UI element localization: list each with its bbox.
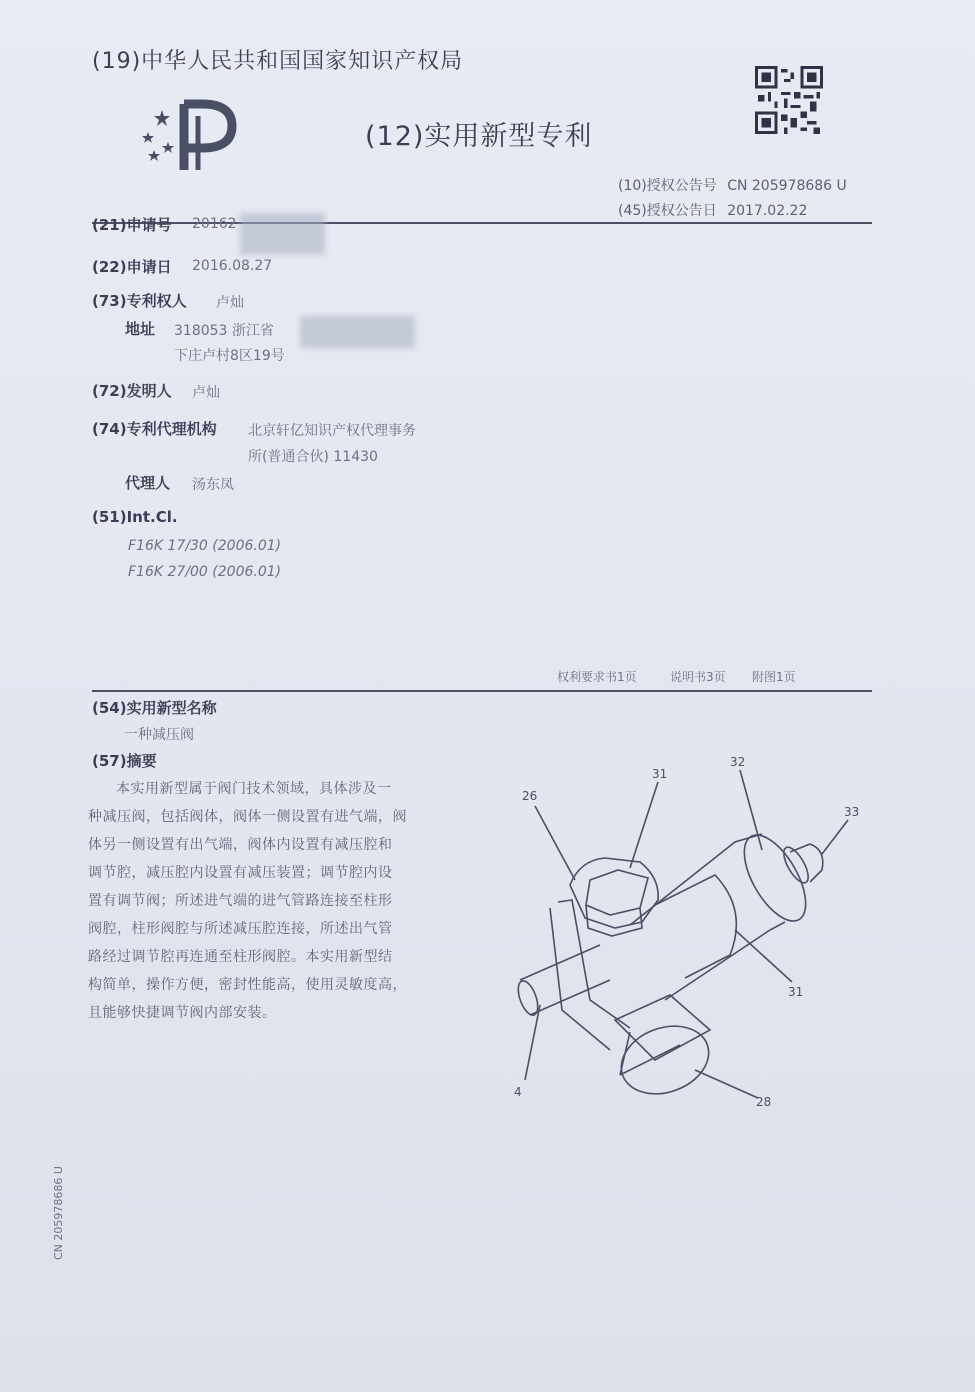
application-number-label: (21)申请号	[92, 216, 172, 234]
claims-pages: 权利要求书1页	[557, 670, 637, 684]
label-28: 28	[756, 1095, 772, 1109]
redaction	[240, 213, 325, 255]
cnipa-logo	[140, 98, 250, 176]
agent-value: 汤东凤	[192, 477, 234, 493]
publication-number: (10)授权公告号 CN 205978686 U	[618, 178, 847, 194]
patentee-label: (73)专利权人	[92, 292, 187, 310]
label-31b: 31	[788, 985, 804, 999]
label-4: 4	[514, 1085, 522, 1099]
abstract-line: 阀腔，柱形阀腔与所述减压腔连接，所述出气管	[88, 921, 393, 937]
address-line-1: 318053 浙江省	[174, 323, 274, 339]
int-cl-label: (51)Int.Cl.	[92, 508, 178, 526]
inventor-label: (72)发明人	[92, 382, 172, 400]
abstract-line: 种减压阀，包括阀体，阀体一侧设置有进气端，阀	[88, 809, 407, 825]
application-date-label: (22)申请日	[92, 258, 172, 276]
agency-line-1: 北京轩亿知识产权代理事务	[248, 423, 416, 439]
agent-label: 代理人	[125, 474, 171, 492]
drawing-pages: 附图1页	[752, 670, 796, 684]
address-label: 地址	[125, 320, 156, 338]
description-pages: 说明书3页	[670, 670, 726, 684]
issuing-office: (19)中华人民共和国国家知识产权局	[92, 49, 464, 74]
agency-label: (74)专利代理机构	[92, 420, 217, 438]
abstract-line: 体另一侧设置有出气端，阀体内设置有减压腔和	[88, 837, 393, 853]
section-rule	[92, 690, 872, 692]
application-number-value: 20162	[192, 216, 237, 232]
abstract-line: 置有调节阀；所述进气端的进气管路连接至柱形	[88, 893, 393, 909]
abstract-line: 构简单，操作方便，密封性能高，使用灵敏度高，	[88, 977, 407, 993]
abstract-line: 调节腔，减压腔内设置有减压装置；调节腔内设	[88, 865, 393, 881]
document-type: (12)实用新型专利	[365, 121, 593, 152]
abstract-line: 路经过调节腔再连通至柱形阀腔。本实用新型结	[88, 949, 393, 965]
utility-model-name-label: (54)实用新型名称	[92, 699, 217, 717]
abstract-line: 且能够快捷调节阀内部安装。	[88, 1005, 277, 1021]
side-publication-number: CN 205978686 U	[52, 1166, 65, 1260]
ipc-code-1: F16K 17/30 (2006.01)	[128, 538, 282, 554]
agency-line-2: 所(普通合伙) 11430	[248, 449, 378, 465]
patentee-value: 卢灿	[216, 295, 244, 311]
abstract-line: 本实用新型属于阀门技术领域，具体涉及一	[116, 781, 392, 797]
utility-model-name: 一种减压阀	[124, 727, 194, 743]
label-33: 33	[844, 805, 860, 819]
address-line-2: 下庄卢村8区19号	[174, 348, 285, 364]
redaction	[300, 316, 415, 348]
label-32: 32	[730, 755, 746, 769]
application-date-value: 2016.08.27	[192, 258, 273, 274]
label-31: 31	[652, 767, 668, 781]
abstract-label: (57)摘要	[92, 752, 157, 770]
ipc-code-2: F16K 27/00 (2006.01)	[128, 564, 282, 580]
valve-drawing	[500, 750, 870, 1130]
inventor-value: 卢灿	[192, 385, 220, 401]
qr-code	[752, 66, 826, 134]
label-26: 26	[522, 789, 538, 803]
publication-date: (45)授权公告日 2017.02.22	[618, 203, 808, 219]
